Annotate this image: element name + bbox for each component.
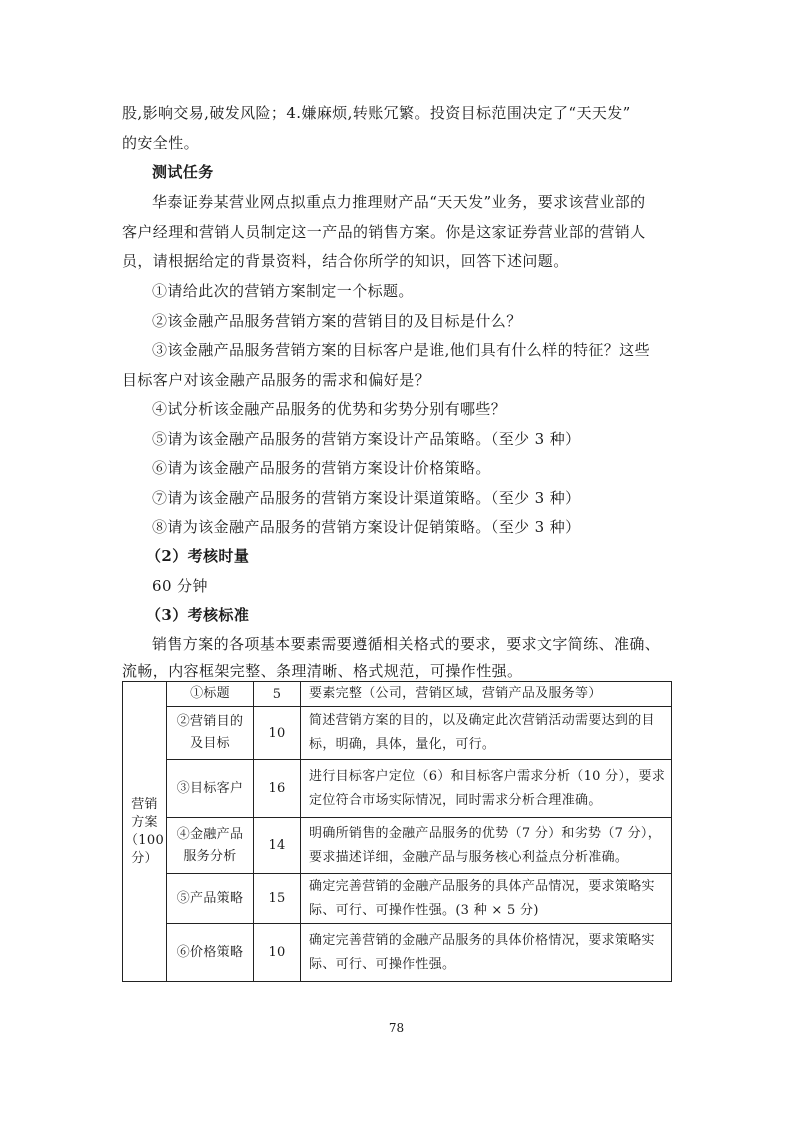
table-row — [123, 818, 672, 874]
table-row — [123, 874, 672, 924]
question-7: ⑦请为该金融产品服务的营销方案设计渠道策略。（至少 3 种） — [152, 489, 581, 507]
table-row — [123, 707, 672, 760]
description-cell: 确定完善营销的金融产品服务的具体产品情况，要求策略实际、可行、可操作性强。(3 种 × 5 分) — [301, 874, 672, 924]
paragraph-line: 的安全性。 — [122, 134, 200, 152]
description-cell: 要素完整（公司，营销区域，营销产品及服务等） — [301, 682, 672, 707]
exam-duration: 60 分钟 — [152, 577, 208, 595]
question-8: ⑧请为该金融产品服务的营销方案设计促销策略。（至少 3 种） — [152, 518, 581, 536]
score-cell: 15 — [254, 874, 301, 924]
section-cell: 营销方案（100分） — [123, 682, 167, 982]
description-cell: 确定完善营销的金融产品服务的具体价格情况，要求策略实际、可行、可操作性强。 — [301, 924, 672, 982]
paragraph-line: 流畅，内容框架完整、条理清晰、格式规范，可操作性强。 — [122, 662, 523, 680]
question-3-cont: 目标客户对该金融产品服务的需求和偏好是？ — [122, 371, 431, 389]
section-heading-time: （2）考核时量 — [146, 547, 250, 565]
item-cell: ⑥价格策略 — [167, 924, 254, 982]
score-cell: 14 — [254, 818, 301, 874]
paragraph-line: 华泰证券某营业网点拟重点力推理财产品“天天发”业务，要求该营业部的 — [152, 193, 646, 211]
section-heading-test-task: 测试任务 — [152, 163, 214, 181]
score-cell: 16 — [254, 760, 301, 818]
item-cell: ③目标客户 — [167, 760, 254, 818]
paragraph-line: 销售方案的各项基本要素需要遵循相关格式的要求，要求文字简练、准确、 — [152, 635, 661, 653]
item-cell: ⑤产品策略 — [167, 874, 254, 924]
page-number: 78 — [388, 1021, 405, 1035]
question-3: ③该金融产品服务营销方案的目标客户是谁,他们具有什么样的特征？这些 — [152, 341, 650, 359]
question-5: ⑤请为该金融产品服务的营销方案设计产品策略。（至少 3 种） — [152, 430, 581, 448]
paragraph-line: 股,影响交易,破发风险；4.嫌麻烦,转账冗繁。投资目标范围决定了“天天发” — [122, 104, 631, 122]
description-cell: 简述营销方案的目的，以及确定此次营销活动需要达到的目标，明确，具体，量化，可行。 — [301, 707, 672, 760]
description-cell: 进行目标客户定位（6）和目标客户需求分析（10 分），要求定位符合市场实际情况，同时需求分析合理准确。 — [301, 760, 672, 818]
table-row — [123, 924, 672, 982]
question-1: ①请给此次的营销方案制定一个标题。 — [152, 282, 414, 300]
paragraph-line: 客户经理和营销人员制定这一产品的销售方案。你是这家证券营业部的营销人 — [122, 223, 646, 241]
score-cell: 5 — [254, 682, 301, 707]
paragraph-line: 员，请根据给定的背景资料，结合你所学的知识，回答下述问题。 — [122, 252, 569, 270]
description-cell: 明确所销售的金融产品服务的优势（7 分）和劣势（7 分），要求描述详细，金融产品与服务核心利益点分析准确。 — [301, 818, 672, 874]
item-cell: ②营销目的及目标 — [167, 707, 254, 760]
score-cell: 10 — [254, 707, 301, 760]
item-cell: ④金融产品服务分析 — [167, 818, 254, 874]
assessment-table — [122, 681, 672, 982]
question-6: ⑥请为该金融产品服务的营销方案设计价格策略。 — [152, 459, 491, 477]
score-cell: 10 — [254, 924, 301, 982]
item-cell: ①标题 — [167, 682, 254, 707]
table-row — [123, 760, 672, 818]
section-heading-standard: （3）考核标准 — [146, 606, 250, 624]
question-4: ④试分析该金融产品服务的优势和劣势分别有哪些？ — [152, 400, 507, 418]
question-2: ②该金融产品服务营销方案的营销目的及目标是什么？ — [152, 312, 522, 330]
table-row — [123, 682, 672, 707]
